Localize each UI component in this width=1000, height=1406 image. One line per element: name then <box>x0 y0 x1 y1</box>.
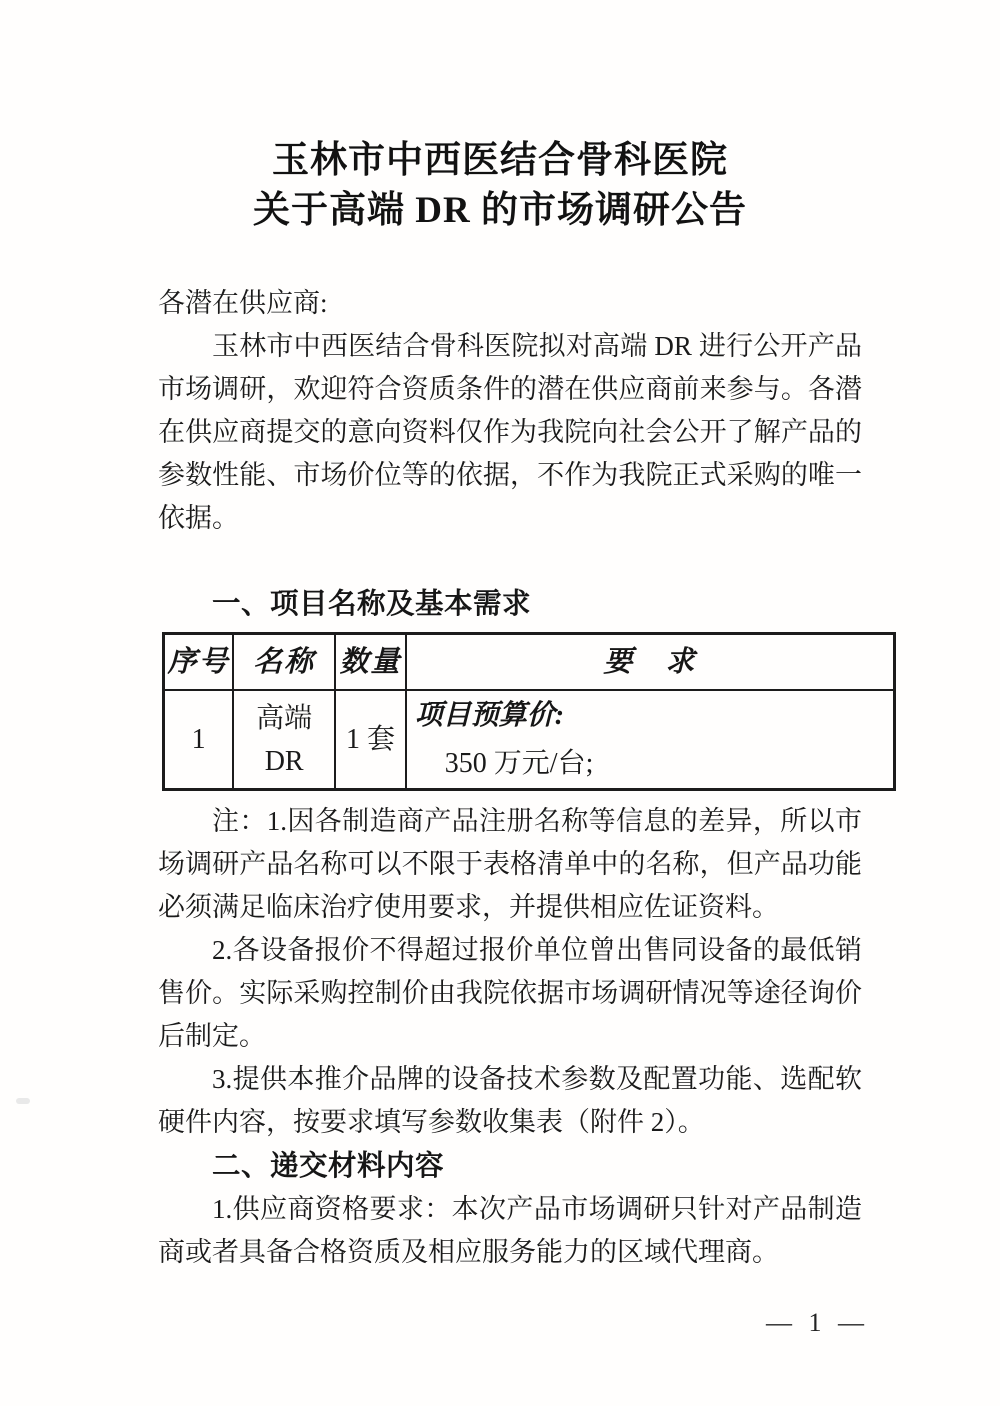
intro-paragraph: 玉林市中西医结合骨科医院拟对高端 DR 进行公开产品市场调研，欢迎符合资质条件的潜在供应商前来参与。各潜在供应商提交的意向资料仅作为我院向社会公开了解产品的参数性能、市场价位等的依据，不作为我院正式采购的唯一依据。 <box>158 331 862 533</box>
table-row <box>164 690 895 790</box>
page-number: — 1 — <box>766 1308 869 1337</box>
table-header-row <box>164 634 895 691</box>
column-header-name: 名称 <box>233 634 335 691</box>
cell-requirement <box>406 690 895 790</box>
cell-name: 高端 DR <box>233 690 335 790</box>
column-header-qty: 数量 <box>335 634 406 691</box>
section1-heading: 一、项目名称及基本需求 <box>212 588 532 620</box>
note-paragraph-3: 3.提供本推介品牌的设备技术参数及配置功能、选配软硬件内容，按要求填写参数收集表（附件 2）。 <box>158 1064 862 1137</box>
title-line-2: 关于高端 DR 的市场调研公告 <box>253 190 747 231</box>
requirement-line-2: 350 万元/台; <box>444 747 594 779</box>
column-header-req: 要 求 <box>406 634 895 691</box>
note-paragraph-2: 2.各设备报价不得超过报价单位曾出售同设备的最低销售价。实际采购控制价由我院依据市场调研情况等途径询价后制定。 <box>158 935 862 1051</box>
document-title <box>0 136 1000 236</box>
column-header-seq: 序号 <box>164 634 234 691</box>
section2-heading: 二、递交材料内容 <box>212 1150 445 1182</box>
title-line-1: 玉林市中西医结合骨科医院 <box>272 140 728 181</box>
section2-paragraph: 1.供应商资格要求：本次产品市场调研只针对产品制造商或者具备合格资质及相应服务能力的区域代理商。 <box>158 1194 862 1267</box>
document-body <box>158 282 862 1274</box>
salutation: 各潜在供应商: <box>158 288 328 318</box>
note-paragraph-1: 注：1.因各制造商产品注册名称等信息的差异，所以市场调研产品名称可以不限于表格清单中的名称，但产品功能必须满足临床治疗使用要求，并提供相应佐证资料。 <box>158 806 862 922</box>
cell-seq: 1 <box>164 690 234 790</box>
requirement-line-1: 项目预算价: <box>414 699 565 731</box>
cell-qty: 1 套 <box>335 690 406 790</box>
scan-artifact <box>16 1098 30 1104</box>
requirements-table <box>162 632 896 791</box>
